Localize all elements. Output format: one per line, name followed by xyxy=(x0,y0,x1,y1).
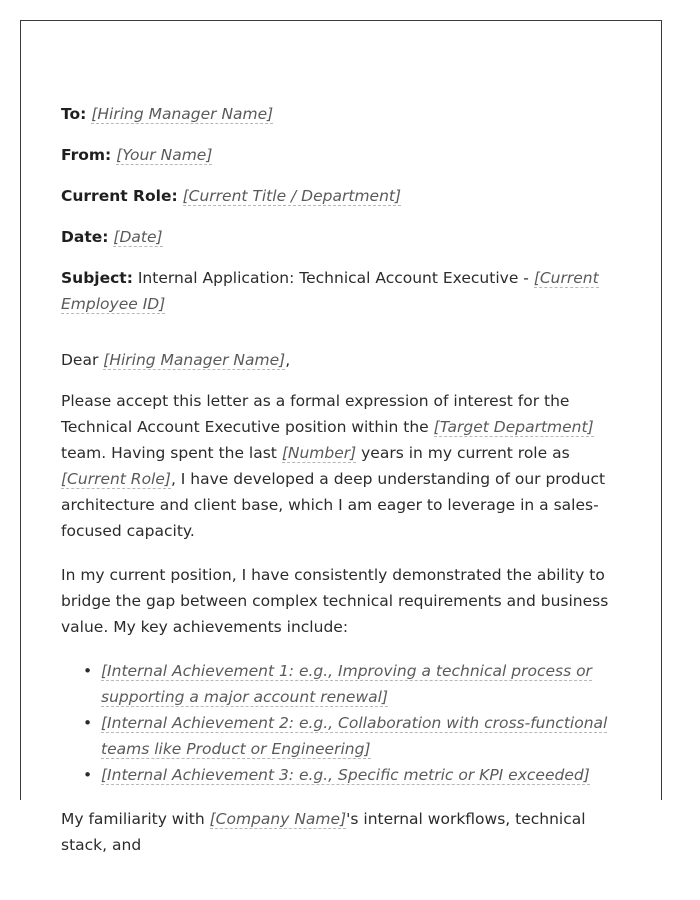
intro-text-1: Please accept this letter as a formal expression of interest for the Technical Account Executive position within the xyxy=(61,392,570,436)
company-name-placeholder: [Company Name] xyxy=(209,810,347,828)
from-label: From: xyxy=(61,146,112,164)
list-item xyxy=(83,762,621,788)
date-line xyxy=(61,224,621,250)
familiarity-paragraph xyxy=(61,806,621,858)
to-label: To: xyxy=(61,105,87,123)
familiarity-text-1: My familiarity with xyxy=(61,810,210,828)
bullet-icon: • xyxy=(83,766,93,784)
to-line xyxy=(61,101,621,127)
intro-paragraph xyxy=(61,388,621,544)
achievement-1-placeholder: [Internal Achievement 1: e.g., Improving a technical process or supporting a major account renewal] xyxy=(101,662,592,706)
achievements-intro-paragraph: In my current position, I have consistently demonstrated the ability to bridge the gap between complex technical requirements and business value. My key achievements include: xyxy=(61,566,609,636)
subject-line xyxy=(61,265,621,317)
achievement-2-placeholder: [Internal Achievement 2: e.g., Collaboration with cross-functional teams like Product or Engineering] xyxy=(101,714,608,758)
current-role-line xyxy=(61,183,621,209)
intro-text-2: team. Having spent the last xyxy=(61,444,282,462)
bullet-icon: • xyxy=(83,662,93,680)
list-item xyxy=(83,658,621,710)
achievements-list xyxy=(61,658,621,788)
current-role-placeholder: [Current Title / Department] xyxy=(182,187,402,205)
letter-page xyxy=(20,20,662,854)
from-line xyxy=(61,142,621,168)
target-department-placeholder: [Target Department] xyxy=(433,418,594,436)
intro-text-3: years in my current role as xyxy=(356,444,570,462)
salutation-prefix: Dear xyxy=(61,351,104,369)
years-placeholder: [Number] xyxy=(281,444,357,462)
to-placeholder: [Hiring Manager Name] xyxy=(91,105,274,123)
from-placeholder: [Your Name] xyxy=(116,146,213,164)
salutation-suffix: , xyxy=(285,351,291,369)
letter-content xyxy=(61,101,621,876)
familiarity-text-2: 's internal workflows, technical stack, and xyxy=(61,810,586,854)
salutation xyxy=(61,347,621,373)
intro-text-4: , I have developed a deep understanding of our product architecture and client base, which I am eager to leverage in a sales-focused capacity. xyxy=(61,470,606,540)
current-role-label: Current Role: xyxy=(61,187,178,205)
achievement-3-placeholder: [Internal Achievement 3: e.g., Specific metric or KPI exceeded] xyxy=(101,766,590,784)
list-item xyxy=(83,710,621,762)
subject-label: Subject: xyxy=(61,269,133,287)
subject-text: Internal Application: Technical Account Executive - xyxy=(137,269,534,287)
subject-placeholder: [Current Employee ID] xyxy=(61,269,599,313)
bullet-icon: • xyxy=(83,714,93,732)
date-label: Date: xyxy=(61,228,109,246)
salutation-name: [Hiring Manager Name] xyxy=(103,351,286,369)
current-role-inline-placeholder: [Current Role] xyxy=(61,470,171,488)
date-placeholder: [Date] xyxy=(113,228,163,246)
